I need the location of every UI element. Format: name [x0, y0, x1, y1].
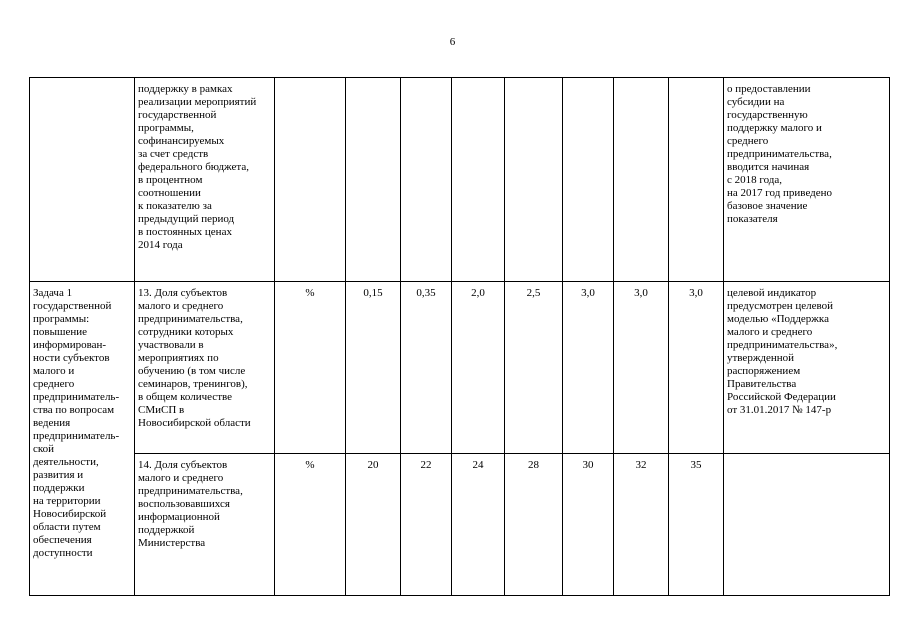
indicators-table — [29, 77, 890, 596]
value-cell: 22 — [401, 454, 452, 596]
unit-cell — [275, 78, 346, 282]
task-cell: Задача 1 государственной программы: повышение информирован- ности субъектов малого и среднего предприниматель- ства по вопросам ведения предприниматель- ской деятельности, развития и поддержки на территории Новосибирской области путем обеспечения доступности — [30, 282, 135, 596]
unit-cell: % — [275, 282, 346, 454]
note-cell: целевой индикатор предусмотрен целевой моделью «Поддержка малого и среднего предпринимательства», утвержденной распоряжением Правительства Российской Федерации от 31.01.2017 № 147-р — [724, 282, 890, 454]
value-cell: 30 — [563, 454, 614, 596]
table-row — [30, 282, 890, 454]
value-cell: 35 — [669, 454, 724, 596]
indicator-cell: 13. Доля субъектов малого и среднего предпринимательства, сотрудники которых участвовали в мероприятиях по обучению (в том числе семинаров, тренингов), в общем количестве СМиСП в Новосибирской области — [135, 282, 275, 454]
indicator-cell: поддержку в рамках реализации мероприятий государственной программы, софинансируемых за счет средств федерального бюджета, в процентном соотношении к показателю за предыдущий период в постоянных ценах 2014 года — [135, 78, 275, 282]
value-cell: 24 — [452, 454, 505, 596]
page-number: 6 — [449, 36, 456, 48]
value-cell — [401, 78, 452, 282]
value-cell — [614, 78, 669, 282]
value-cell — [346, 78, 401, 282]
note-cell — [724, 454, 890, 596]
value-cell: 2,0 — [452, 282, 505, 454]
value-cell — [505, 78, 563, 282]
task-cell-empty — [30, 78, 135, 282]
table-row — [30, 78, 890, 282]
value-cell — [669, 78, 724, 282]
value-cell: 32 — [614, 454, 669, 596]
note-cell: о предоставлении субсидии на государственную поддержку малого и среднего предпринимательства, вводится начиная с 2018 года, на 2017 год приведено базовое значение показателя — [724, 78, 890, 282]
value-cell: 3,0 — [563, 282, 614, 454]
value-cell: 28 — [505, 454, 563, 596]
indicator-cell: 14. Доля субъектов малого и среднего предпринимательства, воспользовавшихся информационной поддержкой Министерства — [135, 454, 275, 596]
value-cell — [563, 78, 614, 282]
value-cell: 20 — [346, 454, 401, 596]
value-cell: 0,15 — [346, 282, 401, 454]
value-cell: 0,35 — [401, 282, 452, 454]
value-cell: 2,5 — [505, 282, 563, 454]
unit-cell: % — [275, 454, 346, 596]
value-cell: 3,0 — [614, 282, 669, 454]
value-cell: 3,0 — [669, 282, 724, 454]
value-cell — [452, 78, 505, 282]
table-row — [30, 454, 890, 596]
